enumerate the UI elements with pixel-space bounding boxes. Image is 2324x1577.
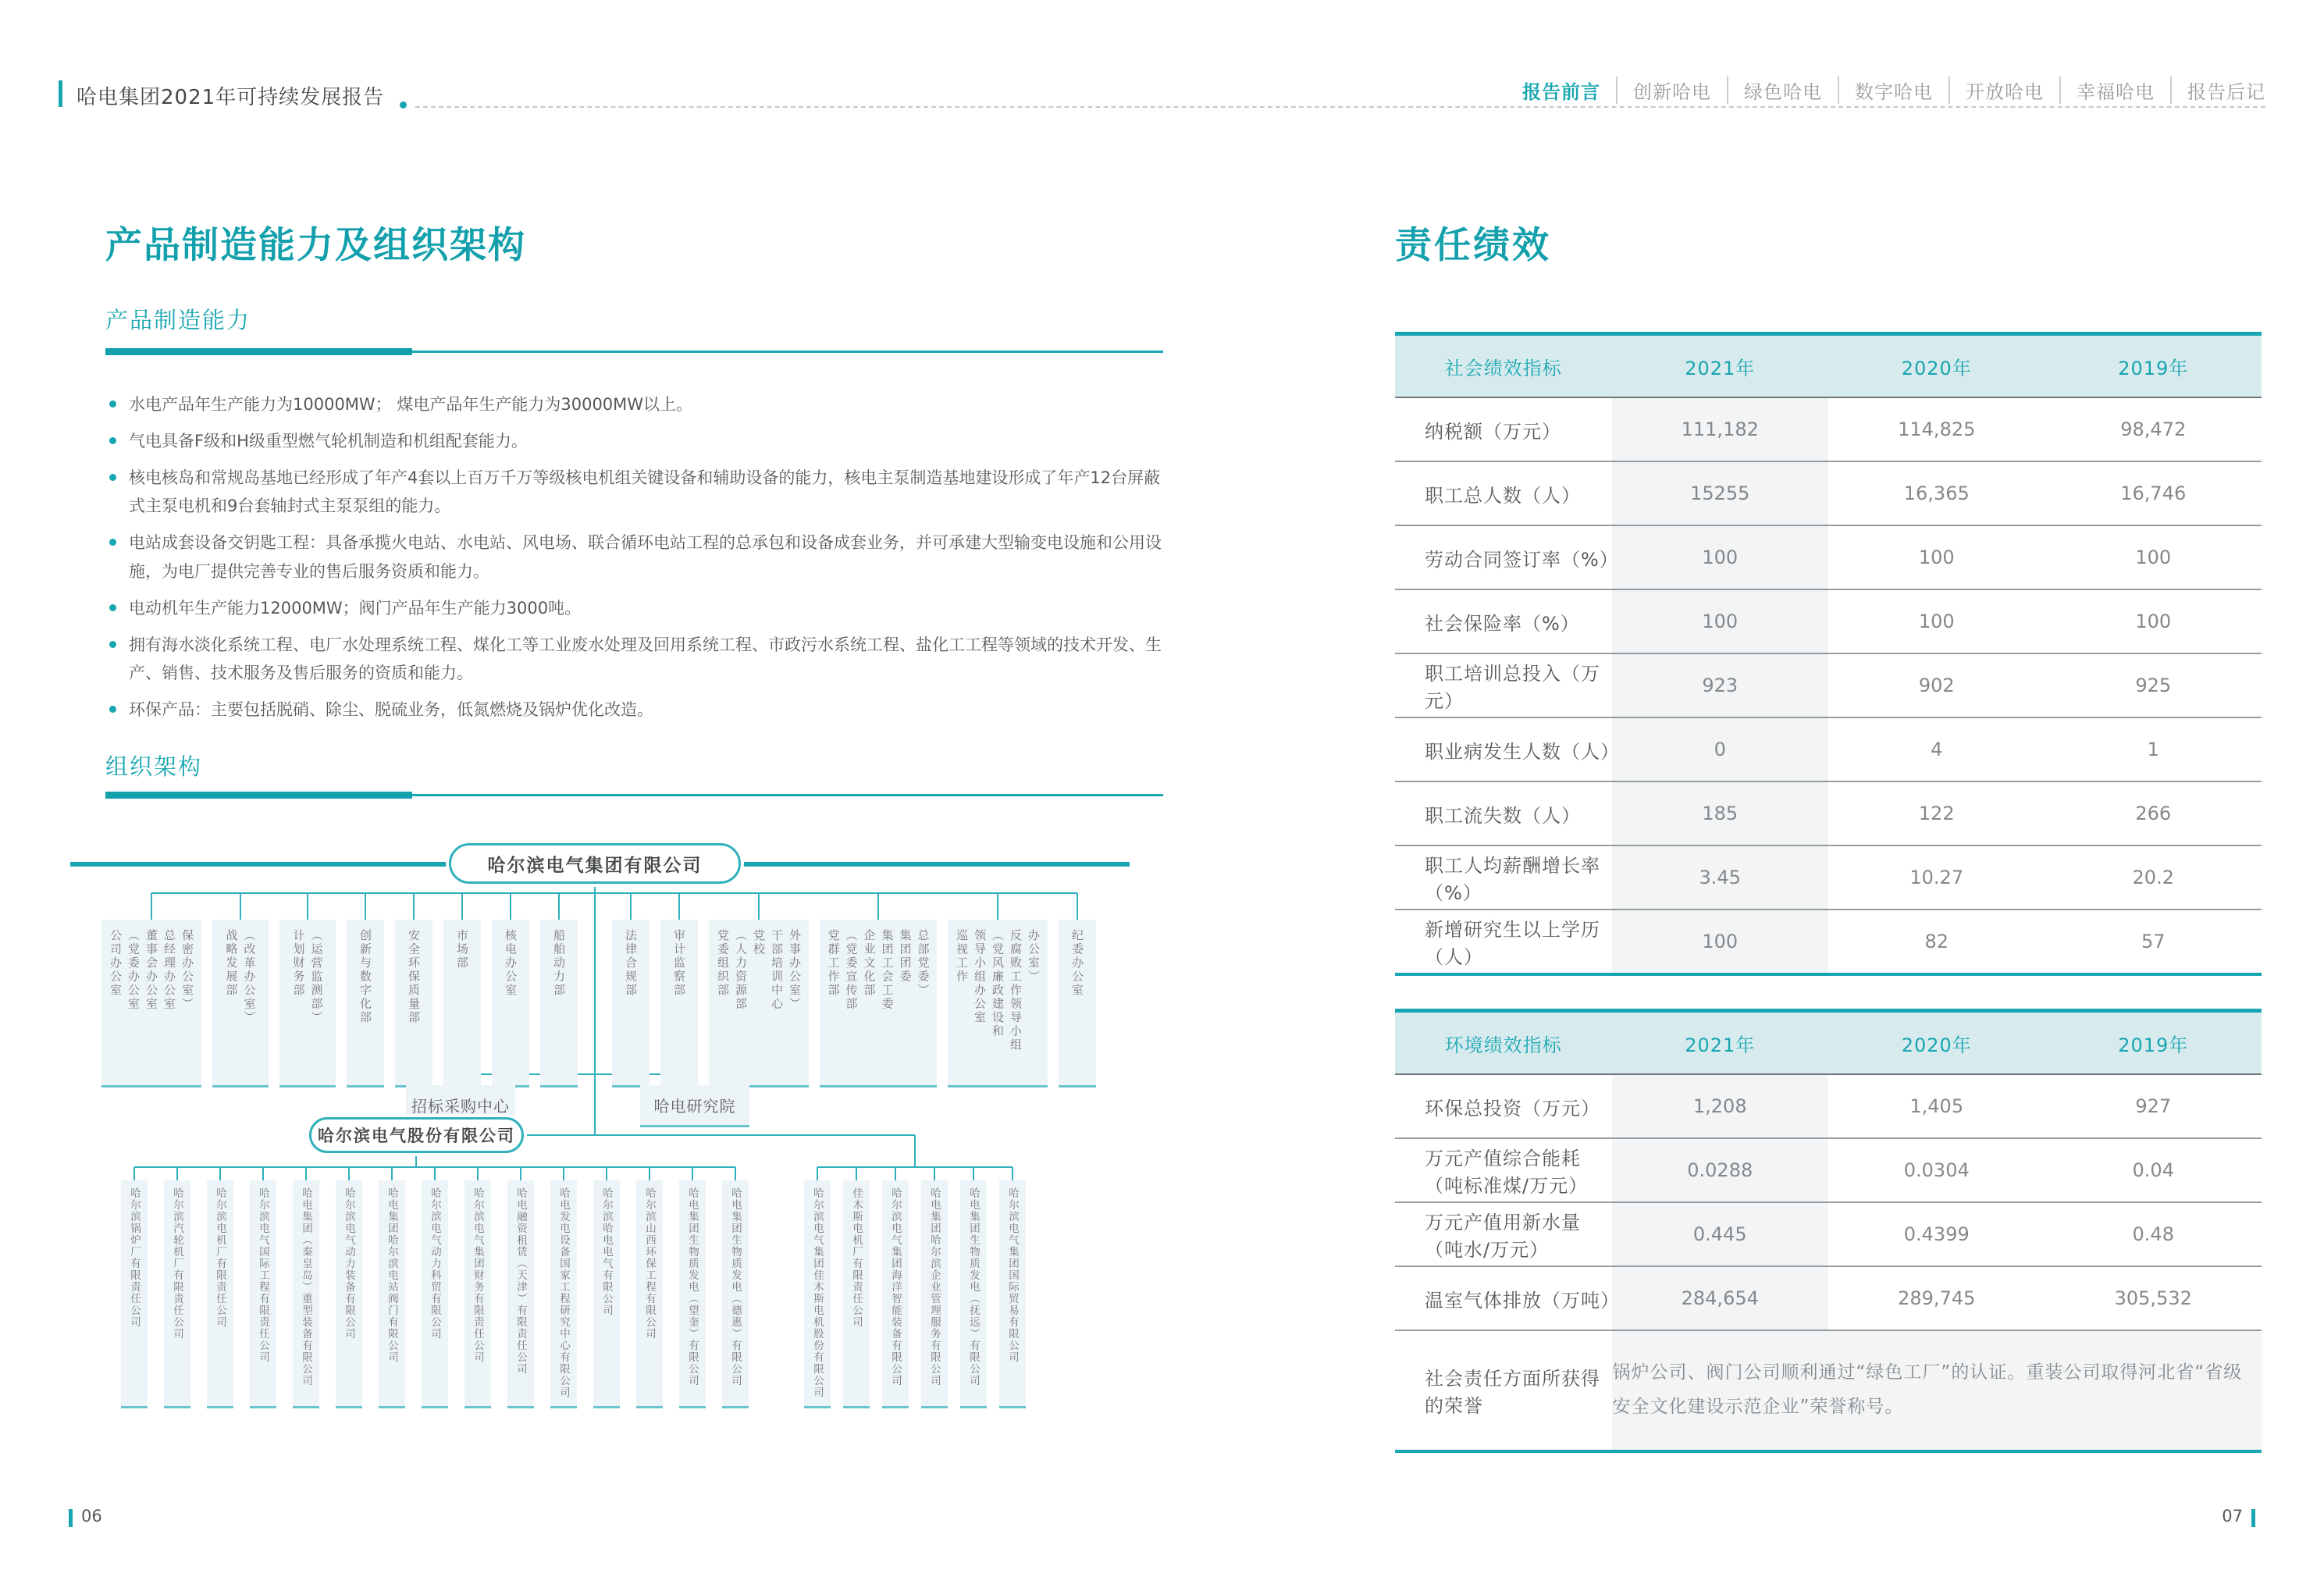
subsidiary-box	[921, 1180, 948, 1408]
nav-item[interactable]: 报告后记	[2170, 77, 2265, 104]
row-value: 0.4399	[1828, 1202, 2045, 1266]
subsidiary-name: 哈尔滨哈电电气有限公司	[600, 1187, 613, 1316]
dept-name-column: （改革办公室）	[242, 929, 257, 1025]
subsidiary-name: 哈尔滨电气集团国际贸易有限公司	[1006, 1187, 1019, 1363]
dept-name-column: 总经理办公室	[162, 929, 176, 1011]
table-row	[1395, 589, 2262, 653]
row-value: 82	[1828, 910, 2045, 974]
row-label: 纳税额（万元）	[1395, 397, 1612, 461]
dept-box	[443, 920, 481, 1088]
column-header: 2019年	[2045, 334, 2262, 398]
subsidiary-box	[121, 1180, 148, 1408]
column-header: 社会绩效指标	[1395, 334, 1612, 398]
section-divider	[105, 792, 1163, 799]
row-value: 289,745	[1828, 1266, 2045, 1330]
row-value: 1,405	[1828, 1074, 2045, 1138]
dept-name-column: （党委办公室	[126, 929, 141, 1011]
dept-name-column: 巡视工作	[955, 929, 969, 984]
row-value: 3.45	[1612, 845, 1829, 910]
row-value: 15255	[1612, 461, 1829, 525]
subsidiary-box	[422, 1180, 448, 1408]
table-row	[1395, 717, 2262, 781]
row-value: 1,208	[1612, 1074, 1829, 1138]
row-value: 100	[1828, 589, 2045, 653]
subsidiary-box	[164, 1180, 190, 1408]
subsidiary-name: 哈电发电设备国家工程研究中心有限公司	[557, 1187, 570, 1398]
row-label: 新增研究生以上学历（人）	[1395, 910, 1612, 974]
center-box: 招标采购中心	[406, 1085, 515, 1127]
subsidiary-name: 哈电集团（秦皇岛）重型装备有限公司	[300, 1187, 312, 1387]
row-value: 0.04	[2045, 1138, 2262, 1202]
row-value: 0.0288	[1612, 1138, 1829, 1202]
dept-name-column: 核电办公室	[504, 929, 518, 998]
row-value: 20.2	[2045, 845, 2262, 910]
section-divider	[105, 348, 1163, 355]
dept-box	[347, 920, 384, 1088]
nav-item[interactable]: 绿色哈电	[1727, 77, 1838, 104]
dept-name-column: 审计监察部	[672, 929, 686, 998]
bullet-text: 电动机年生产能力12000MW；阀门产品年生产能力3000吨。	[129, 598, 582, 618]
section-heading-manufacturing: 产品制造能力	[105, 307, 251, 333]
table-row	[1395, 781, 2262, 845]
row-value: 100	[1828, 525, 2045, 589]
bullet-dot-icon	[109, 437, 116, 444]
table-row	[1395, 397, 2262, 461]
dept-name-column: 船舶动力部	[552, 929, 566, 998]
dept-name-column: 办公室）	[1027, 929, 1041, 984]
table-row	[1395, 1202, 2262, 1266]
dept-name-column: 总部党委）	[916, 929, 931, 998]
dept-name-column: 党委组织部	[716, 929, 730, 998]
org-chart	[70, 828, 1155, 1538]
bullet-text: 核电核岛和常规岛基地已经形成了年产4套以上百万千万等级核电机组关键设备和辅助设备的能力，核电主泵制造基地建设形成了年产12台屏蔽式主泵电机和9台套轴封式主泵泵组的能力。	[129, 468, 1161, 516]
dept-name-column: 反腐败工作领导小组	[1009, 929, 1023, 1052]
row-value: 0.445	[1612, 1202, 1829, 1266]
subsidiary-box	[804, 1180, 831, 1408]
column-header: 2021年	[1612, 334, 1829, 398]
subsidiary-box	[336, 1180, 362, 1408]
dept-name-column: 市场部	[455, 929, 469, 970]
row-value: 57	[2045, 910, 2262, 974]
dept-name-column: （党风廉政建设和	[991, 929, 1005, 1038]
subsidiary-box	[999, 1180, 1026, 1408]
bullet-dot-icon	[109, 539, 116, 546]
dept-name-column: 计划财务部	[291, 929, 306, 998]
bullet-item	[109, 696, 1163, 724]
subsidiary-box	[593, 1180, 620, 1408]
bullet-text: 环保产品：主要包括脱硝、除尘、脱硫业务，低氮燃烧及锅炉优化改造。	[129, 700, 653, 719]
row-label: 社会保险率（%）	[1395, 589, 1612, 653]
bullet-item	[109, 464, 1163, 520]
subsidiary-name: 哈尔滨锅炉厂有限责任公司	[128, 1187, 141, 1328]
table-row	[1395, 653, 2262, 717]
bullet-item	[109, 631, 1163, 687]
dept-box	[395, 920, 432, 1088]
page-number-bar	[2251, 1509, 2255, 1527]
dept-name-column: 集团工会工委	[880, 929, 895, 1011]
column-header: 环境绩效指标	[1395, 1011, 1612, 1075]
dept-box	[540, 920, 578, 1088]
dept-box	[212, 920, 269, 1088]
row-value: 100	[1612, 525, 1829, 589]
row-value: 16,365	[1828, 461, 2045, 525]
column-header: 2020年	[1828, 334, 2045, 398]
nav-item[interactable]: 创新哈电	[1616, 77, 1727, 104]
nav-item[interactable]: 幸福哈电	[2059, 77, 2170, 104]
row-value: 100	[2045, 525, 2262, 589]
row-value: 1	[2045, 717, 2262, 781]
subsidiary-box	[293, 1180, 319, 1408]
subsidiary-name: 佳木斯电机厂有限责任公司	[850, 1187, 863, 1328]
dept-name-column: 安全环保质量部	[407, 929, 421, 1025]
subsidiary-box	[882, 1180, 909, 1408]
row-label: 万元产值用新水量（吨水/万元）	[1395, 1202, 1612, 1266]
row-value: 0.0304	[1828, 1138, 2045, 1202]
table-row	[1395, 845, 2262, 910]
header-dashed-line	[415, 106, 2265, 108]
row-label: 职工培训总投入（万元）	[1395, 653, 1612, 717]
dept-box	[101, 920, 201, 1088]
row-label: 劳动合同签订率（%）	[1395, 525, 1612, 589]
row-label: 职工人均薪酬增长率（%）	[1395, 845, 1612, 910]
subsidiary-name: 哈电融资租赁（天津）有限责任公司	[514, 1187, 527, 1375]
dept-name-column: 集团团委	[898, 929, 913, 984]
chapter-nav	[1507, 77, 2265, 104]
dept-name-column: （党委宣传部	[844, 929, 859, 1011]
capability-bullet-list	[109, 390, 1163, 732]
holding-box: 哈尔滨电气股份有限公司	[309, 1117, 524, 1153]
subsidiary-box	[550, 1180, 577, 1408]
dept-name-column: 企业文化部	[862, 929, 877, 998]
center-box: 哈电研究院	[640, 1085, 749, 1127]
bullet-text: 电站成套设备交钥匙工程：具备承揽火电站、水电站、风电场、联合循环电站工程的总承包和设备成套业务，并可承建大型输变电设施和公用设施，为电厂提供完善专业的售后服务资质和能力。	[129, 533, 1162, 581]
subsidiary-name: 哈电集团生物质发电（德惠）有限公司	[729, 1187, 742, 1387]
dept-name-column: 保密办公室）	[180, 929, 194, 1011]
group-root-box: 哈尔滨电气集团有限公司	[449, 843, 741, 884]
bullet-dot-icon	[109, 641, 116, 648]
subsidiary-name: 哈尔滨电机厂有限责任公司	[214, 1187, 226, 1328]
subsidiary-box	[960, 1180, 987, 1408]
dept-name-column: 纪委办公室	[1070, 929, 1084, 998]
nav-item[interactable]: 报告前言	[1522, 81, 1600, 103]
row-value: 284,654	[1612, 1266, 1829, 1330]
dept-name-column: 外事办公室）	[788, 929, 802, 1011]
dept-name-column: 董事会办公室	[144, 929, 158, 1011]
dept-box	[492, 920, 529, 1088]
bullet-item	[109, 594, 1163, 622]
subsidiary-name: 哈尔滨山西环保工程有限公司	[643, 1187, 656, 1340]
dept-name-column: 领导小组办公室	[973, 929, 987, 1025]
bullet-text: 拥有海水淡化系统工程、电厂水处理系统工程、煤化工等工业废水处理及回用系统工程、市政污水系统工程、盐化工工程等领域的技术开发、生产、销售、技术服务及售后服务的资质和能力。	[129, 635, 1162, 682]
dept-name-column: 法律合规部	[624, 929, 638, 998]
row-value: 10.27	[1828, 845, 2045, 910]
subsidiary-box	[464, 1180, 491, 1408]
table-row	[1395, 525, 2262, 589]
subsidiary-box	[250, 1180, 276, 1408]
column-header: 2021年	[1612, 1011, 1829, 1075]
row-value: 902	[1828, 653, 2045, 717]
row-label: 职工总人数（人）	[1395, 461, 1612, 525]
subsidiary-box	[507, 1180, 534, 1408]
bullet-dot-icon	[109, 474, 116, 481]
subsidiary-name: 哈尔滨电气集团佳木斯电机股份有限公司	[811, 1187, 824, 1398]
subsidiary-name: 哈尔滨电气动力装备有限公司	[343, 1187, 355, 1340]
row-label: 职工流失数（人）	[1395, 781, 1612, 845]
table-row	[1395, 1266, 2262, 1330]
subsidiary-box	[379, 1180, 405, 1408]
bullet-dot-icon	[109, 604, 116, 611]
table-row	[1395, 1074, 2262, 1138]
bullet-text: 水电产品年生产能力为10000MW； 煤电产品年生产能力为30000MW以上。	[129, 395, 693, 414]
nav-item[interactable]: 开放哈电	[1949, 77, 2059, 104]
subsidiary-box	[843, 1180, 870, 1408]
bullet-text: 气电具备F级和H级重型燃气轮机制造和机组配套能力。	[129, 432, 528, 451]
social-performance-table	[1395, 332, 2262, 976]
subsidiary-box	[207, 1180, 233, 1408]
row-value: 100	[2045, 589, 2262, 653]
row-value: 16,746	[2045, 461, 2262, 525]
dept-name-column: 创新与数字化部	[358, 929, 372, 1025]
subsidiary-name: 哈尔滨电气集团海洋智能装备有限公司	[889, 1187, 902, 1387]
row-value: 98,472	[2045, 397, 2262, 461]
subsidiary-name: 哈尔滨电气国际工程有限责任公司	[257, 1187, 269, 1363]
table-row	[1395, 910, 2262, 974]
subsidiary-name: 哈电集团哈尔滨企业管理服务有限公司	[928, 1187, 941, 1387]
bullet-dot-icon	[109, 706, 116, 713]
row-label: 环保总投资（万元）	[1395, 1074, 1612, 1138]
subsidiary-box	[636, 1180, 663, 1408]
subsidiary-name: 哈尔滨电气集团财务有限责任公司	[472, 1187, 484, 1363]
dept-box	[820, 920, 937, 1088]
row-label: 温室气体排放（万吨）	[1395, 1266, 1612, 1330]
row-value: 925	[2045, 653, 2262, 717]
header-accent-bar	[59, 80, 62, 107]
table-row	[1395, 1138, 2262, 1202]
row-value: 0.48	[2045, 1202, 2262, 1266]
row-value: 0	[1612, 717, 1829, 781]
environment-performance-table	[1395, 1009, 2262, 1453]
row-value: 185	[1612, 781, 1829, 845]
row-value: 100	[1612, 910, 1829, 974]
row-value: 100	[1612, 589, 1829, 653]
table-header-row	[1395, 1011, 2262, 1075]
column-header: 2020年	[1828, 1011, 2045, 1075]
dept-box	[612, 920, 650, 1088]
row-label: 万元产值综合能耗（吨标准煤/万元）	[1395, 1138, 1612, 1202]
bullet-item	[109, 427, 1163, 455]
page-number-left: 06	[81, 1507, 102, 1525]
subsidiary-name: 哈尔滨电气动力科贸有限公司	[429, 1187, 441, 1340]
right-page-title: 责任绩效	[1395, 224, 1551, 267]
row-label: 职业病发生人数（人）	[1395, 717, 1612, 781]
row-label: 社会责任方面所获得的荣誉	[1425, 1368, 1600, 1417]
subsidiary-name: 哈电集团生物质发电（抚远）有限公司	[967, 1187, 980, 1387]
table-header-row	[1395, 334, 2262, 398]
dept-box	[948, 920, 1048, 1088]
dept-box	[279, 920, 336, 1088]
subsidiary-box	[722, 1180, 749, 1408]
dept-name-column: 党群工作部	[826, 929, 841, 998]
subsidiary-box	[679, 1180, 706, 1408]
row-value: 4	[1828, 717, 2045, 781]
subsidiary-name: 哈电集团生物质发电（望奎）有限公司	[686, 1187, 699, 1387]
row-value: 923	[1612, 653, 1829, 717]
dept-name-column: 公司办公室	[109, 929, 123, 998]
subsidiary-name: 哈电集团哈尔滨电站阀门有限公司	[386, 1187, 398, 1363]
bullet-dot-icon	[109, 400, 116, 408]
honor-text: 锅炉公司、阀门公司顺利通过“绿色工厂”的认证。重装公司取得河北省“省级安全文化建设示范企业”荣誉称号。	[1612, 1330, 2262, 1451]
row-value: 927	[2045, 1074, 2262, 1138]
bullet-item	[109, 390, 1163, 418]
column-header: 2019年	[2045, 1011, 2262, 1075]
left-page-title: 产品制造能力及组织架构	[105, 224, 526, 267]
row-value: 111,182	[1612, 397, 1829, 461]
dept-name-column: 战略发展部	[224, 929, 239, 998]
dept-name-column: （人力资源部	[734, 929, 748, 1011]
header-dot-icon	[400, 101, 407, 109]
dept-box	[1059, 920, 1096, 1088]
report-title: 哈电集团2021年可持续发展报告	[77, 86, 385, 109]
dept-name-column: 党校	[752, 929, 766, 956]
subsidiary-name: 哈尔滨汽轮机厂有限责任公司	[171, 1187, 183, 1340]
dept-box	[709, 920, 809, 1088]
page-number-bar	[69, 1509, 73, 1527]
row-value: 114,825	[1828, 397, 2045, 461]
page-number-right: 07	[2222, 1507, 2243, 1525]
nav-item[interactable]: 数字哈电	[1838, 77, 1949, 104]
row-value: 305,532	[2045, 1266, 2262, 1330]
dept-name-column: 干部培训中心	[770, 929, 784, 1011]
row-value: 122	[1828, 781, 2045, 845]
honor-row	[1395, 1330, 2262, 1451]
row-value: 266	[2045, 781, 2262, 845]
section-heading-org: 组织架构	[105, 753, 203, 780]
bullet-item	[109, 529, 1163, 585]
dept-box	[660, 920, 698, 1088]
table-row	[1395, 461, 2262, 525]
dept-name-column: （运营监测部）	[309, 929, 324, 1025]
